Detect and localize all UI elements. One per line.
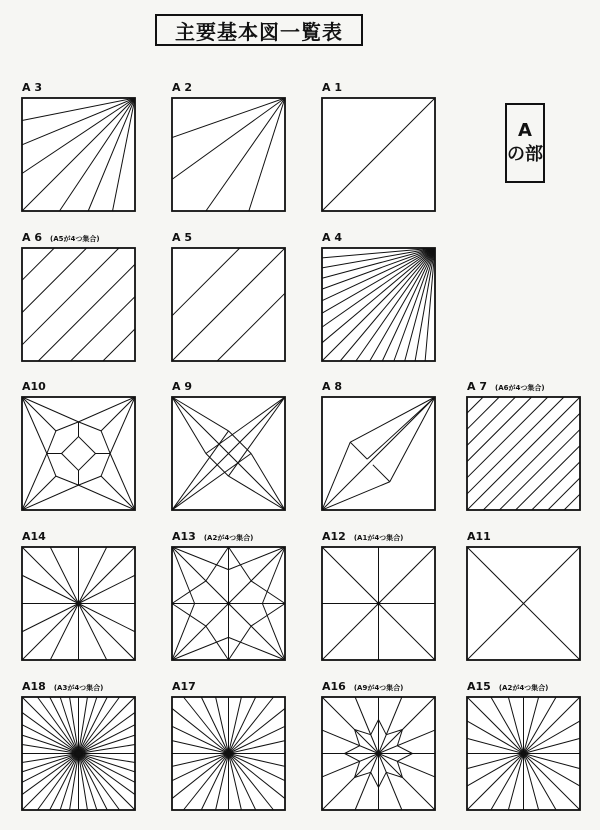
- section-letter: A: [518, 120, 532, 141]
- diagram-label-a12: A12 (A1が4つ集合): [322, 530, 404, 543]
- diagram-a16: [322, 697, 435, 810]
- diagram-frame: [172, 98, 285, 211]
- diagram-a7: [467, 397, 580, 510]
- diagram-label-a15: A15 (A2が4つ集合): [467, 680, 549, 693]
- diagram-a1: [322, 98, 435, 211]
- center-point: [377, 602, 381, 606]
- diagram-note-a15: (A2が4つ集合): [498, 684, 549, 692]
- diagram-a4: [322, 248, 435, 361]
- diagram-a17: [172, 697, 285, 810]
- diagram-a6: [22, 248, 135, 361]
- diagram-label-a18: A18 (A3が4つ集合): [22, 680, 104, 693]
- diagram-a18: [22, 697, 135, 810]
- diagram-label-a3: A 3: [22, 81, 42, 94]
- diagram-a8: [322, 397, 435, 510]
- diagram-label-a16: A16 (A9が4つ集合): [322, 680, 404, 693]
- diagram-a10: [22, 397, 135, 510]
- diagram-label-a5: A 5: [172, 231, 192, 244]
- diagram-note-a6: (A5が4つ集合): [50, 235, 100, 243]
- diagram-a14: [22, 547, 135, 660]
- center-point: [77, 602, 81, 606]
- diagram-note-a13: (A2が4つ集合): [203, 534, 254, 542]
- diagram-label-a7: A 7 (A6が4つ集合): [467, 380, 545, 393]
- diagram-label-a10: A10: [22, 380, 46, 393]
- diagram-frame: [22, 248, 135, 361]
- diagram-a12: [322, 547, 435, 660]
- diagram-label-a13: A13 (A2が4つ集合): [172, 530, 254, 543]
- diagram-note-a16: (A9が4つ集合): [353, 684, 404, 692]
- diagram-a15: [467, 697, 580, 810]
- center-point: [522, 752, 526, 756]
- diagram-note-a18: (A3が4つ集合): [53, 684, 104, 692]
- diagram-label-a4: A 4: [322, 231, 342, 244]
- diagram-label-a1: A 1: [322, 81, 342, 94]
- center-point: [227, 602, 231, 606]
- center-point: [227, 752, 231, 756]
- center-point: [377, 752, 381, 756]
- diagram-label-a11: A11: [467, 530, 491, 543]
- diagram-label-a17: A17: [172, 680, 196, 693]
- diagram-label-a6: A 6 (A5が4つ集合): [22, 231, 100, 244]
- diagram-a13: [172, 547, 285, 660]
- page-title: 主要基本図一覧表: [155, 14, 363, 46]
- section-label-box: [505, 103, 545, 183]
- diagram-a3: [22, 98, 135, 211]
- diagram-a9: [172, 397, 285, 510]
- diagram-note-a12: (A1が4つ集合): [353, 534, 404, 542]
- diagram-label-a14: A14: [22, 530, 46, 543]
- diagram-a2: [172, 98, 285, 211]
- diagram-label-a8: A 8: [322, 380, 342, 393]
- diagram-a11: [467, 547, 580, 660]
- diagram-label-a9: A 9: [172, 380, 192, 393]
- diagram-a5: [172, 248, 285, 361]
- center-point: [76, 751, 81, 756]
- diagram-note-a7: (A6が4つ集合): [495, 384, 545, 392]
- section-text: の部: [507, 144, 543, 165]
- diagram-label-a2: A 2: [172, 81, 192, 94]
